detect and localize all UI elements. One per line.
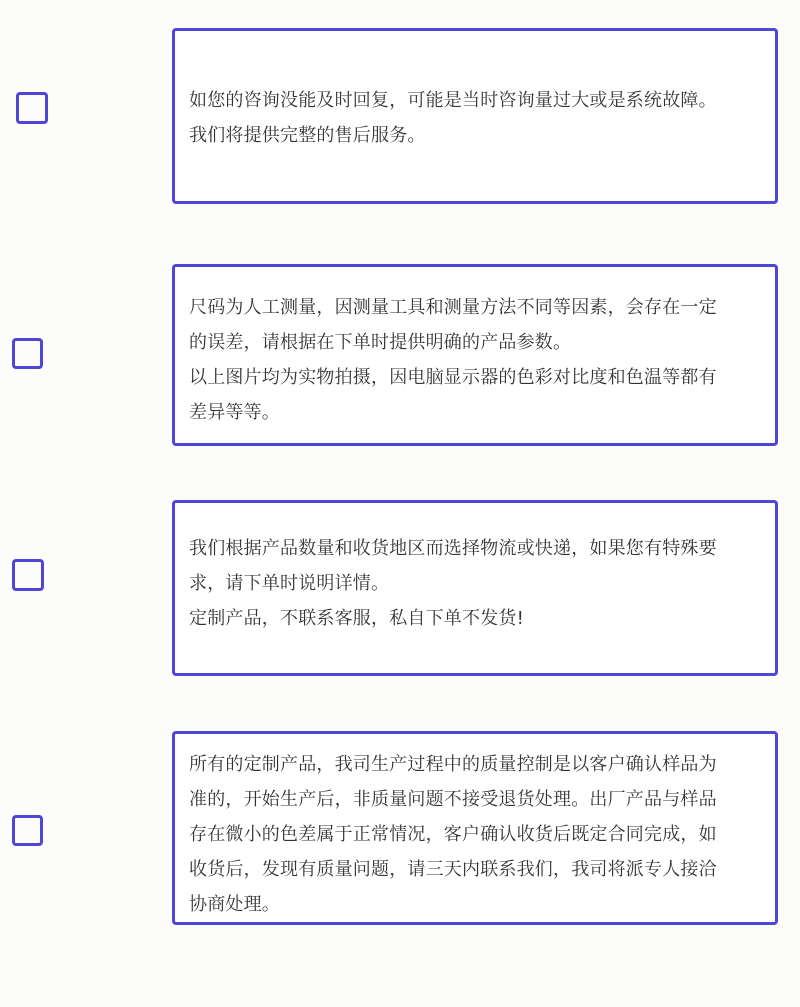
- notice-2-line-1: 尺码为人工测量，因测量工具和测量方法不同等因素，会存在一定: [189, 297, 717, 318]
- notice-1-line-1: 如您的咨询没能及时回复，可能是当时咨询量过大或是系统故障。: [189, 90, 717, 111]
- notice-4-line-2: 准的，开始生产后，非质量问题不接受退货处理。出厂产品与样品: [189, 789, 717, 810]
- notice-1-line-2: 我们将提供完整的售后服务。: [189, 125, 426, 146]
- notice-3-checkbox[interactable]: [12, 559, 44, 591]
- notice-1-box: [172, 28, 778, 204]
- notice-4-line-3: 存在微小的色差属于正常情况，客户确认收货后既定合同完成，如: [189, 824, 717, 845]
- notice-4-box: [172, 731, 778, 925]
- notice-4-line-4: 收货后，发现有质量问题，请三天内联系我们，我司将派专人接洽: [189, 859, 717, 880]
- notice-2-line-3: 以上图片均为实物拍摄，因电脑显示器的色彩对比度和色温等都有: [189, 367, 717, 388]
- notice-1-checkbox[interactable]: [16, 92, 48, 124]
- notice-3-line-3: 定制产品，不联系客服，私自下单不发货!: [189, 608, 525, 629]
- notice-2-checkbox[interactable]: [12, 338, 43, 369]
- notice-3-line-2: 求，请下单时说明详情。: [189, 573, 390, 594]
- notice-4-line-5: 协商处理。: [189, 894, 280, 915]
- notice-4-line-1: 所有的定制产品，我司生产过程中的质量控制是以客户确认样品为: [189, 754, 717, 775]
- notice-2-line-2: 的误差，请根据在下单时提供明确的产品参数。: [189, 332, 572, 353]
- notice-3-box: [172, 500, 778, 676]
- notice-4-checkbox[interactable]: [12, 815, 43, 846]
- notice-2-line-4: 差异等等。: [189, 402, 280, 423]
- notice-2-box: [172, 264, 778, 446]
- notice-3-line-1: 我们根据产品数量和收货地区而选择物流或快递，如果您有特殊要: [189, 538, 717, 559]
